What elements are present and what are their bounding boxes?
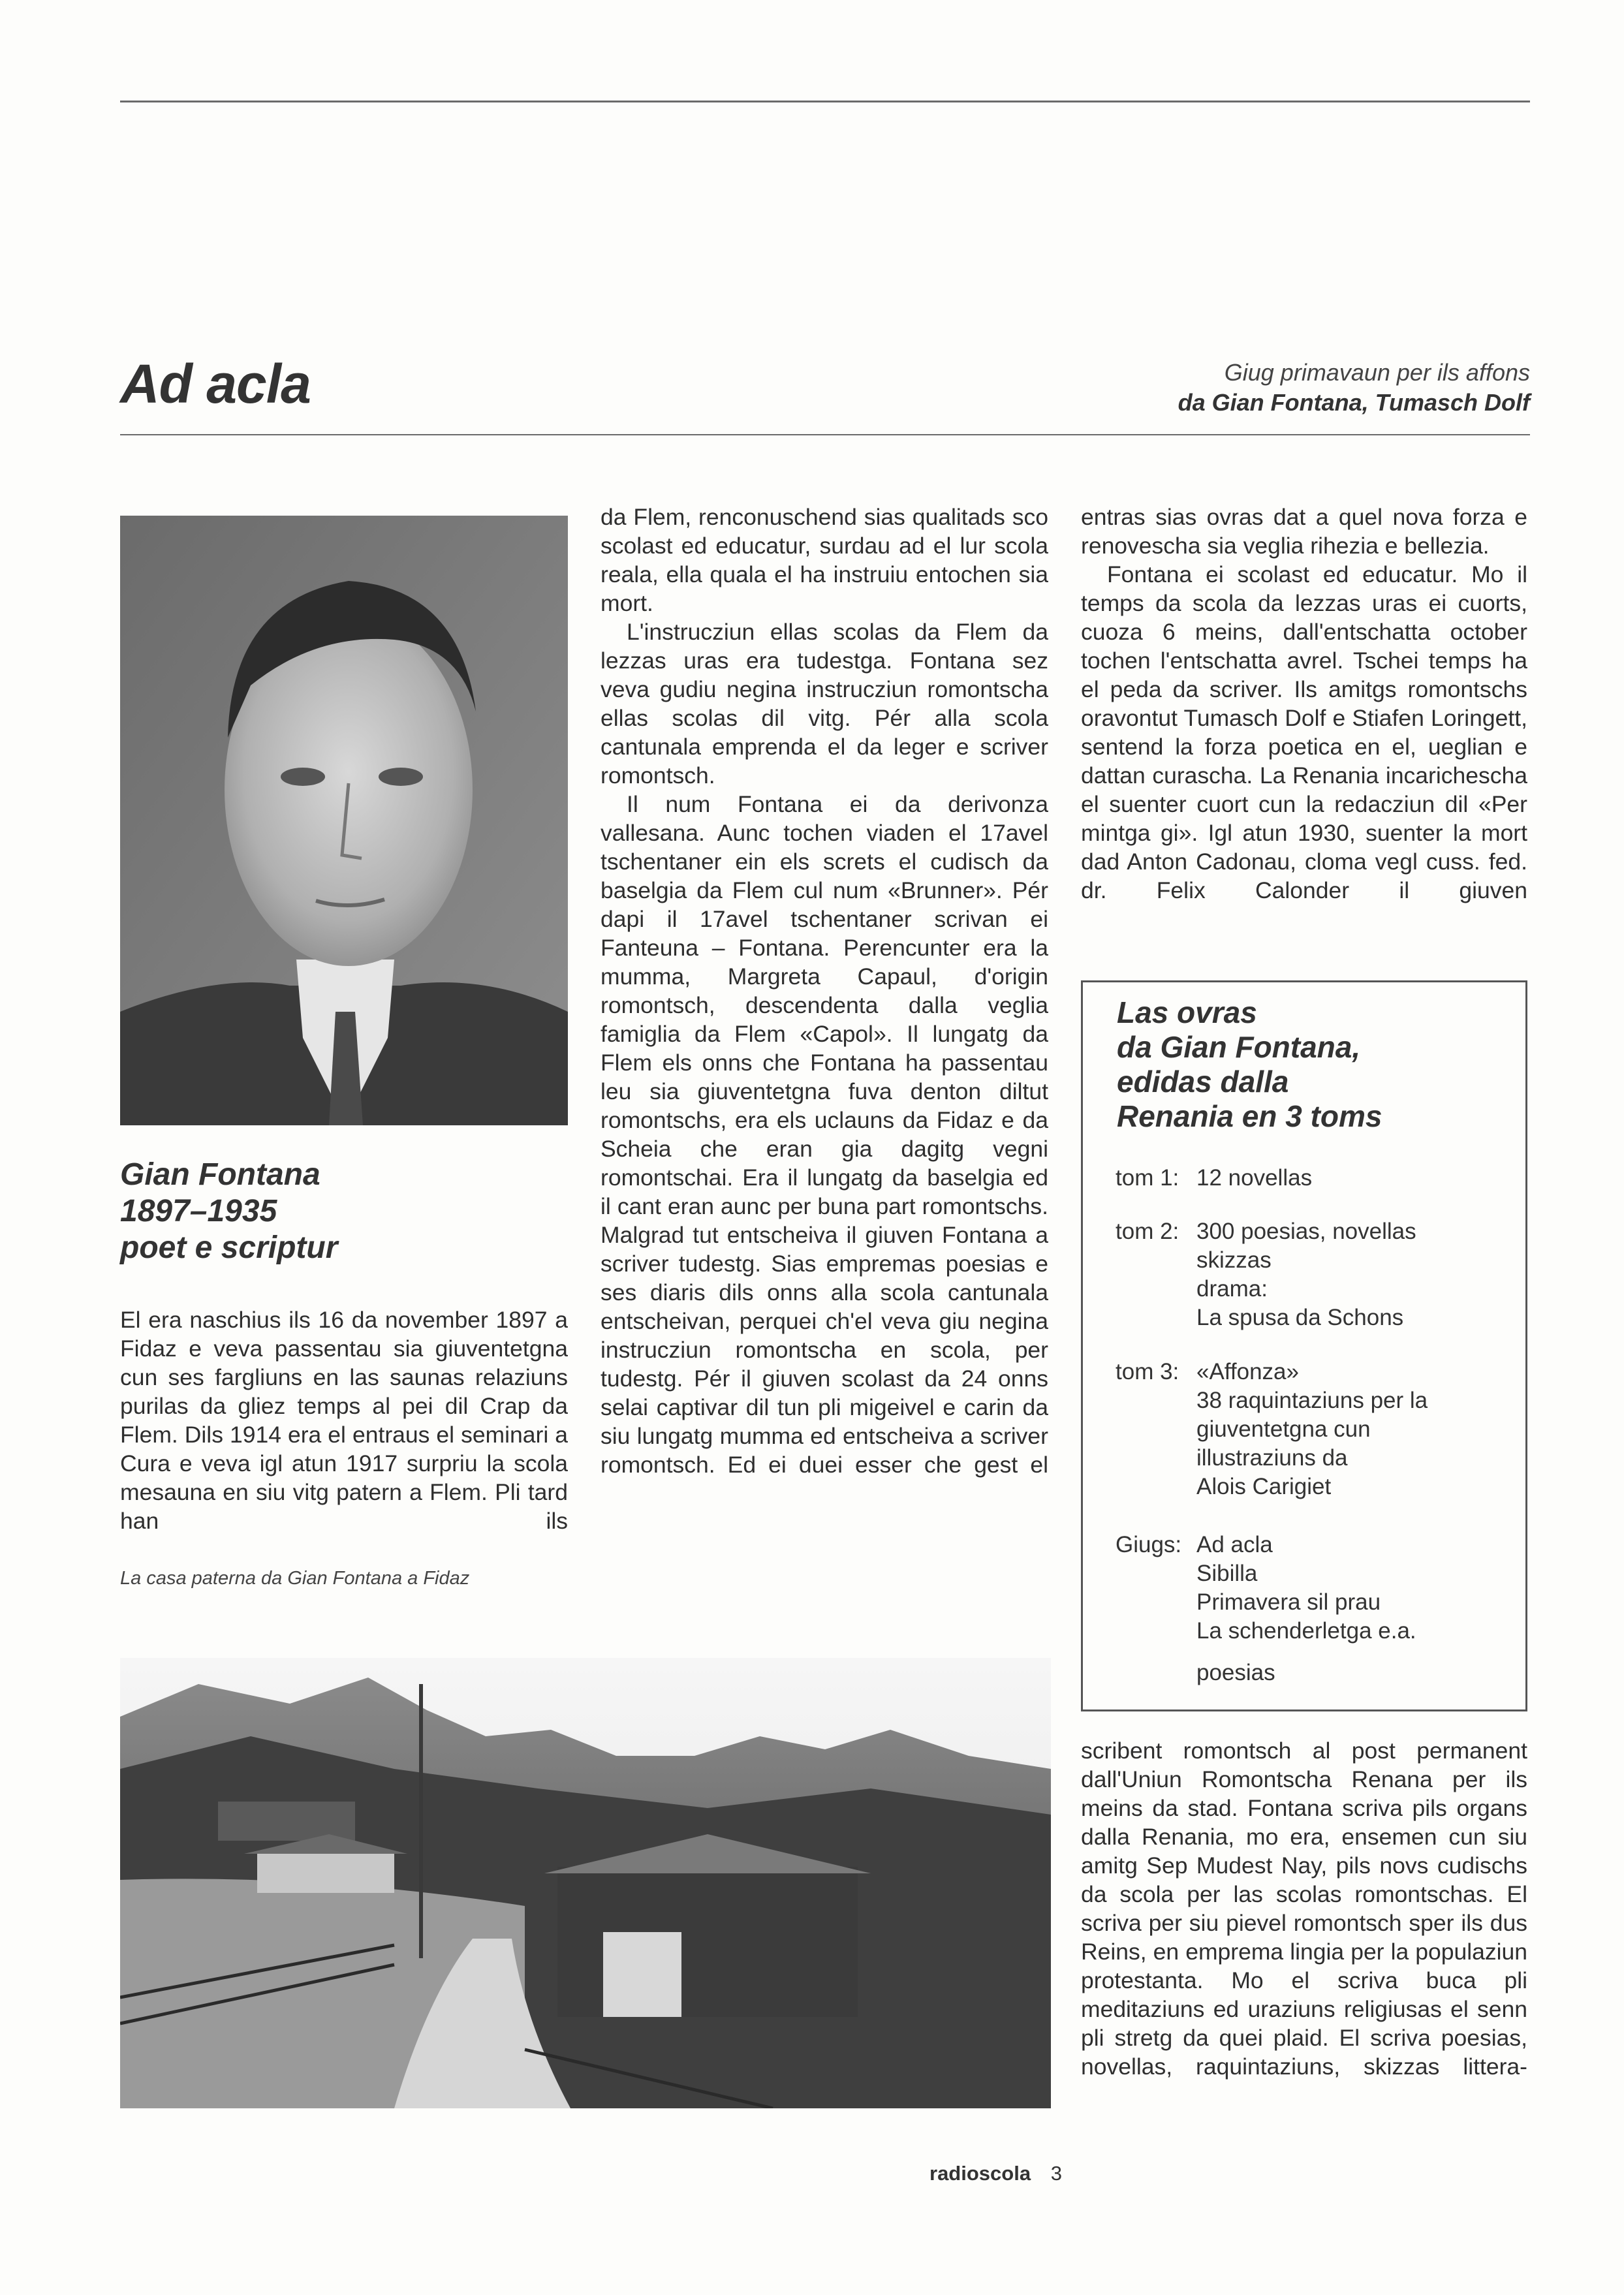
paragraph: Il num Fontana ei da derivonza vallesana. Aunc tochen viaden el 17avel tschentaner ein els screts el cudisch da baselgia da Flem cul num «Brunner». Pér dapi il 17avel tschentaner scrivan ei Fanteuna – Fontana. Perencunter era la mumma, Margreta Capaul, d'origin romontsch, descendenta dalla veglia famiglia da Flem «Capol». Il lungatg da Flem els onns che Fontana ha passentau leu sia giuventetgna fuva denton diltut romontschs, era els uclauns da Fidaz e da Scheia che eran gia dagitg vegni romontschai. Era il lungatg da baselgia ed il cant eran aunc per buna part romontschs. Malgrad tut entscheiva il giuven Fontana a scriver tudestg. Sias empremas poesias e ses diaris dils onns alla scola cantunala entscheivan, perquei ch'el veva giu negina instrucziun romontscha en scola, per tudestg. Pér il giuven scolast da 24 onns selai captivar dil tun pli migeivel e carin da siu lungatg mumma ed entscheiva a scriver romontsch. Ed ei duei esser che gest el — [601, 791, 1048, 1478]
portrait-caption — [120, 1157, 337, 1266]
page-number: 3 — [1050, 2162, 1062, 2185]
portrait-photo — [120, 516, 568, 1125]
subtitle-line: Giug primavaun per ils affons — [1224, 359, 1530, 386]
works-title-line: Las ovras — [1117, 995, 1257, 1029]
works-line: poesias — [1196, 1660, 1275, 1685]
portrait-image — [120, 516, 568, 1125]
works-label: tom 3: — [1116, 1359, 1179, 1384]
works-line: La spusa da Schons — [1196, 1305, 1404, 1330]
works-line: 38 raquintaziuns per la — [1196, 1388, 1428, 1413]
portrait-name: Gian Fontana — [120, 1157, 320, 1192]
paragraph: scribent romontsch al post permanent dall'Uniun Romontscha Renana per ils meins da stad. Fontana scriva pils organs dalla Renania, mo era, ensemen cun siu amitg Sep Mudest Nay, pils novs cudischs da scola per las scolas romontschas. El scriva per siu pievel romontsch sper ils dus Reins, en emprema lingia per la populaziun protestanta. Mo el scriva buca pli meditaziuns ed uraziuns religiusas el senn pli stretg da quei plaid. El scriva poesias, novellas, raquintaziuns, skizzas littera- — [1081, 1738, 1527, 2080]
portrait-role: poet e scriptur — [120, 1230, 338, 1265]
top-rule — [120, 101, 1530, 102]
column-3-bottom — [1081, 1736, 1527, 2081]
works-title-line: da Gian Fontana, — [1117, 1030, 1361, 1064]
paragraph: El era naschius ils 16 da november 1897 a Fidaz e veva passentau sia giuventetgna cun ses fargliuns en las saunas relaziuns purilas da gliez temps al pei dil Crap da Flem. Dils 1914 era el entraus el seminari a Cura e veva igl atun 1917 surpriu la scola mesauna en siu vitg patern a Flem. Pli tard han ils — [120, 1307, 568, 1534]
works-line: giuventetgna cun — [1196, 1416, 1371, 1442]
house-image — [120, 1658, 1051, 2108]
works-line: La schenderletga e.a. — [1196, 1618, 1416, 1644]
works-label: Giugs: — [1116, 1532, 1182, 1557]
works-title-line: Renania en 3 toms — [1117, 1099, 1382, 1133]
works-line: skizzas — [1196, 1247, 1272, 1273]
works-line: Alois Carigiet — [1196, 1474, 1332, 1499]
works-line: Primavera sil prau — [1196, 1589, 1381, 1615]
column-3-top — [1081, 503, 1527, 905]
paragraph: da Flem, renconuschend sias qualitads sco scolast ed educatur, surdau ad el lur scola reala, ella quala el ha instruiu entochen sia mort. — [601, 504, 1048, 616]
page-title: Ad acla — [120, 353, 311, 414]
column-2 — [601, 503, 1048, 1479]
works-line: illustraziuns da — [1196, 1445, 1348, 1471]
works-line: Ad acla — [1196, 1532, 1273, 1557]
works-label: tom 2: — [1116, 1219, 1179, 1244]
byline: da Gian Fontana, Tumasch Dolf — [1178, 389, 1530, 416]
publication-name: radioscola — [929, 2162, 1031, 2185]
works-title-line: edidas dalla — [1117, 1065, 1289, 1099]
header-rule — [120, 434, 1530, 435]
works-label: tom 1: — [1116, 1165, 1179, 1191]
column-1 — [120, 1305, 568, 1535]
works-line: drama: — [1196, 1276, 1268, 1302]
works-box — [1081, 980, 1527, 1711]
works-line: 12 novellas — [1196, 1165, 1313, 1191]
paragraph: L'instrucziun ellas scolas da Flem da lezzas uras era tudestga. Fontana sez veva gudiu negina instrucziun romontscha ellas scolas dil vitg. Pér alla scola cantunala emprenda el da leger e scriver romontsch. — [601, 619, 1048, 788]
works-box-title — [1117, 995, 1382, 1134]
photo-caption: La casa paterna da Gian Fontana a Fidaz — [120, 1568, 470, 1589]
works-line: «Affonza» — [1196, 1359, 1299, 1384]
portrait-years: 1897–1935 — [120, 1194, 277, 1228]
works-line: Sibilla — [1196, 1561, 1258, 1586]
works-line: 300 poesias, novellas — [1196, 1219, 1416, 1244]
paragraph: entras sias ovras dat a quel nova forza e renovescha sia veglia rihezia e bellezia. — [1081, 504, 1527, 559]
article-subtitle — [1178, 358, 1530, 418]
paragraph: Fontana ei scolast ed educatur. Mo il temps da scola da lezzas uras ei cuorts, cuoza 6 meins, dall'entschatta october tochen l'entschatta avrel. Tschei temps ha el peda da scriver. Ils amitgs romontschs oravontut Tumasch Dolf e Stiafen Loringett, sentend la forza poetica en el, ueglian e dattan curascha. La Renania incarichescha el suenter cuort cun la redacziun dil «Per mintga gi». Igl atun 1930, suenter la mort dad Anton Cadonau, cloma vegl cuss. fed. dr. Felix Calonder il giuven — [1081, 561, 1527, 903]
house-photo — [120, 1658, 1051, 2108]
page-footer — [929, 2162, 1062, 2185]
